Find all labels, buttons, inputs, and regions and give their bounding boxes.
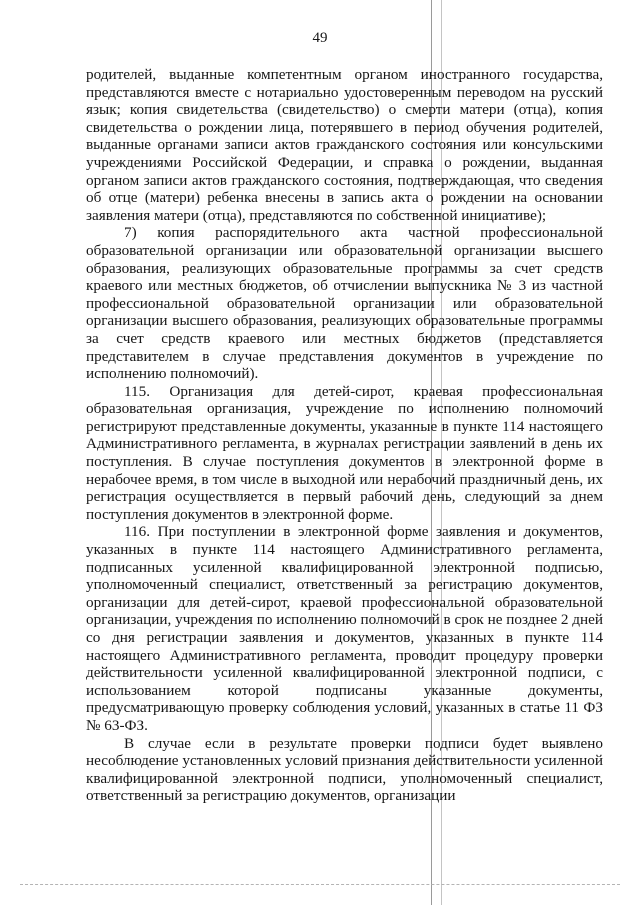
- paragraph-item-7: 7) копия распорядительного акта частной профессиональной образовательной организации или образовательной организации высшего образования, реализующих образовательные программы за счет средств краевого или местных бюджетов, об отчислении выпускника № 3 из частной профессиональной образовательной организации или образовательной организации высшего образования, реализующих образовательные программы за счет средств краевого или местных бюджетов (представляется представителем в случае представления документов в учреждение по исполнению полномочий).: [86, 224, 603, 383]
- paragraph-signature-check: В случае если в результате проверки подписи будет выявлено несоблюдение установленных условий признания действительности усиленной квалифицированной электронной подписи, уполномоченный специалист, ответственный за регистрацию документов, организации: [86, 734, 603, 805]
- scan-bottom-edge: [20, 884, 620, 885]
- paragraph-116: 116. При поступлении в электронной форме заявления и документов, указанных в пункте 114 настоящего Административного регламента, подписанных усиленной квалифицированной электронной подписью, уполномоченный специалист, ответственный за регистрацию документов, организации для детей-сирот, краевой профессиональной образовательной организации, учреждения по исполнению полномочий в срок не позднее 2 дней со дня регистрации заявления и документов, указанных в пункте 114 настоящего Административного регламента, проводит процедуру проверки действительности усиленной квалифицированной электронной подписи, с использованием которой подписаны указанные документы, предусматривающую проверку соблюдения условий, указанных в статье 11 ФЗ № 63-ФЗ.: [86, 523, 603, 734]
- paragraph-115: 115. Организация для детей-сирот, краевая профессиональная образовательная организация, учреждение по исполнению полномочий регистрируют представленные документы, указанные в пункте 114 настоящего Административного регламента, в журналах регистрации заявлений в день их поступления. В случае поступления документов в электронной форме в нерабочее время, в том числе в выходной или нерабочий праздничный день, их регистрация осуществляется в первый рабочий день, следующий за днем поступления документов в электронной форме.: [86, 382, 603, 523]
- paragraph-continuation: родителей, выданные компетентным органом иностранного государства, представляются вместе с нотариально удостоверенным переводом на русский язык; копия свидетельства (свидетельство) о смерти матери (отца), копия свидетельства о рождении лица, потерявшего в период обучения родителей, выданные органами записи актов гражданского состояния или консульскими учреждениями Российской Федерации, и справка о рождении, выданная органом записи актов гражданского состояния, подтверждающая, что сведения об отце (матери) ребенка внесены в запись акта о рождении на основании заявления матери (отца), представляются по собственной инициативе);: [86, 66, 603, 224]
- body-text: [86, 66, 603, 805]
- page-number: 49: [312, 30, 328, 46]
